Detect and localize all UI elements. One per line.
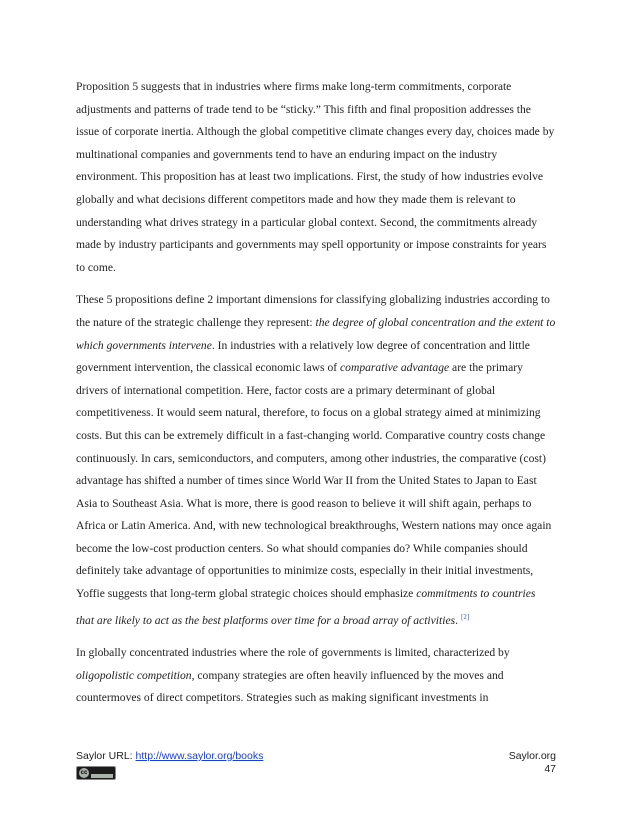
footer-url-label: Saylor URL: xyxy=(76,750,136,762)
paragraph-2-text-b: . In industries with a relatively low degree of concentration and little government intervention, the classical economic laws of xyxy=(76,338,530,375)
paragraph-2-text-a: These 5 propositions define 2 important dimensions for classifying globalizing industries according to the nature of the strategic challenge they represent: xyxy=(76,293,550,329)
page-number: 47 xyxy=(544,763,556,775)
footer-site-name: Saylor.org xyxy=(508,750,556,762)
emphasis-dimensions: the degree of global concentration and the extent to which governments intervene xyxy=(76,315,556,352)
footer-site-info xyxy=(509,750,556,776)
paragraph-3-text-a: In globally concentrated industries where the role of governments is limited, characterized by xyxy=(76,646,510,660)
paragraph-1-text: Proposition 5 suggests that in industries where firms make long-term commitments, corporate adjustments and patterns of trade tend to be “sticky.” This fifth and final proposition addresses the issue of corporate inertia. Although the global competitive climate changes every day, choices made by multinational companies and governments tend to have an enduring impact on the industry environment. This proposition has at least two implications. First, the study of how industries evolve globally and what decisions different competitors made and how they made them is relevant to understanding what drives strategy in a particular global context. Second, the commitments already made by industry participants and governments may spell opportunity or impose constraints for years to come. xyxy=(76,80,555,274)
cc-terms-bar xyxy=(91,774,113,778)
paragraph-2-text-c: are the primary drivers of international competition. Here, factor costs are a primary determinant of global competitiveness. It would seem natural, therefore, to focus on a global strategy aimed at minimizing costs. But this can be extremely difficult in a fast-changing world. Comparative country costs change continuously. In cars, semiconductors, and computers, among other industries, the comparative (cost) advantage has shifted a number of times since World War II from the United States to Japan to East Asia to Southeast Asia. What is more, there is good reason to believe it will shift again, perhaps to Africa or Latin America. And, with new technological breakthroughs, Western nations may once again become the low-cost production centers. So what should companies do? While companies should definitely take advantage of opportunities to minimize costs, especially in their initial investments, Yoffie suggests that long-term global strategic choices should emphasize xyxy=(76,361,552,601)
page-footer xyxy=(76,750,556,790)
emphasis-oligopolistic: oligopolistic competition xyxy=(76,668,192,682)
paragraph-2-text-d: . xyxy=(455,613,459,627)
paragraph-1 xyxy=(76,76,556,279)
emphasis-commitments: commitments to countries that are likely to act as the best platforms over time for a broad array of activities xyxy=(76,587,536,627)
body-text xyxy=(76,76,556,720)
saylor-books-link[interactable]: http://www.saylor.org/books xyxy=(135,750,264,762)
paragraph-3-text-b: , company strategies are often heavily influenced by the moves and countermoves of direct competitors. Strategies such as making significant investments in xyxy=(76,668,504,705)
paragraph-3 xyxy=(76,642,556,710)
cc-license-icon[interactable] xyxy=(76,766,116,780)
footer-source xyxy=(76,750,263,762)
paragraph-2 xyxy=(76,289,556,632)
cc-circle-icon: cc xyxy=(80,770,88,776)
footnote-ref-link[interactable]: [2] xyxy=(461,612,470,621)
emphasis-comparative-advantage: comparative advantage xyxy=(340,361,450,375)
